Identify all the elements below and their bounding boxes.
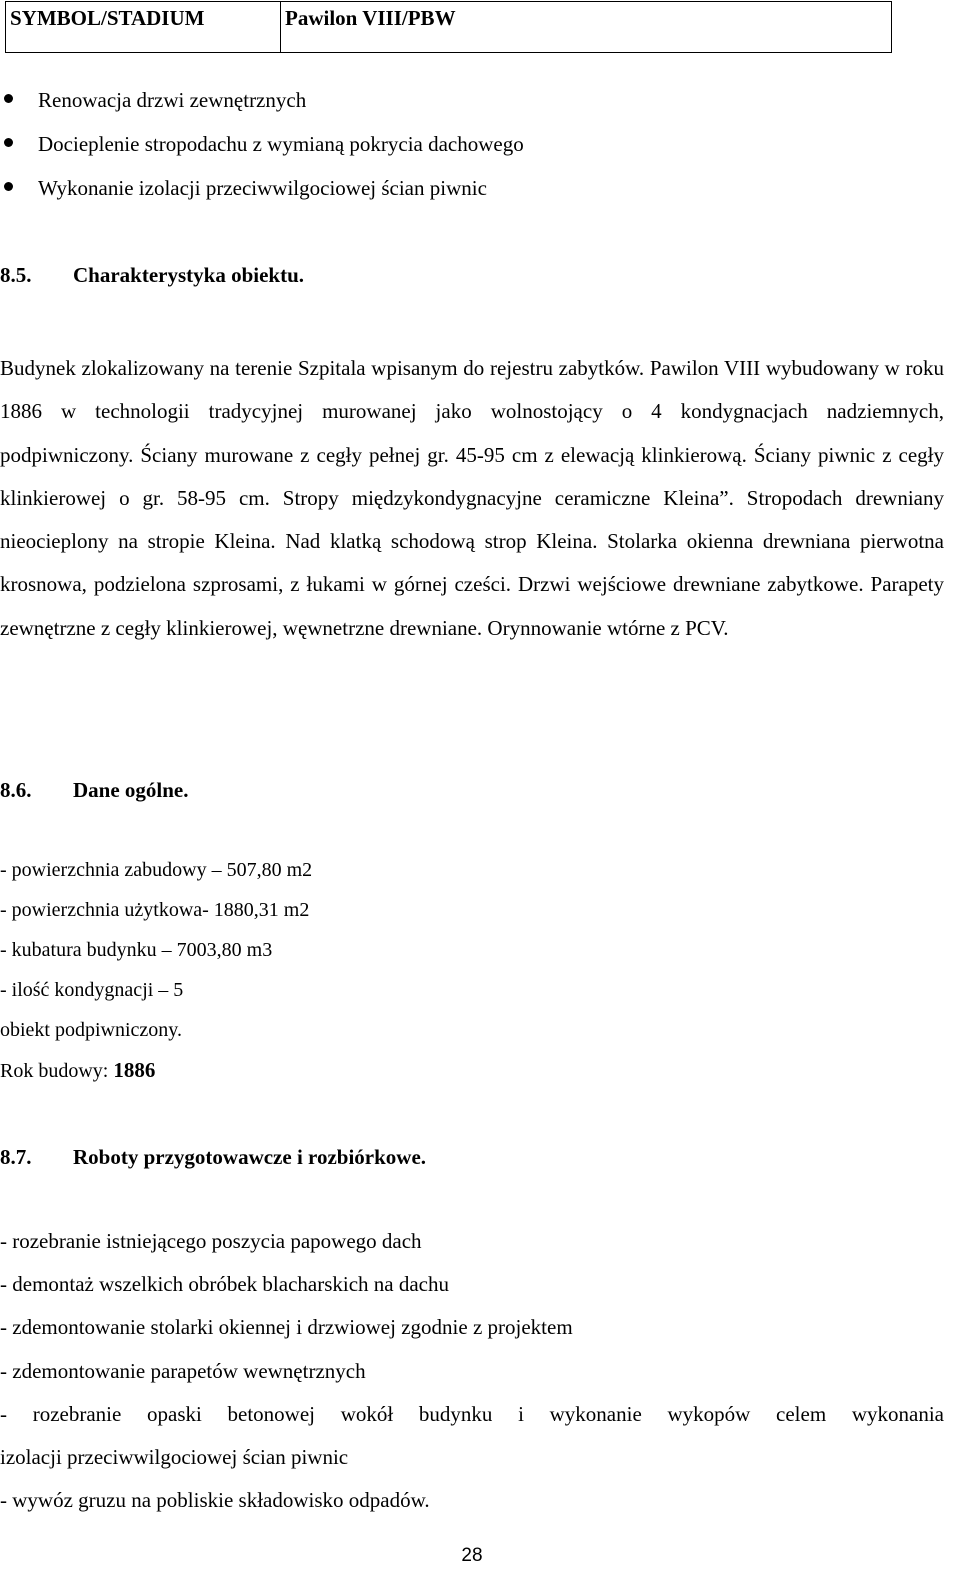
characteristics-paragraph: Budynek zlokalizowany na terenie Szpitala wpisanym do rejestru zabytków. Pawilon VIII wybudowany w roku 1886 w technologii tradycyjnej murowanej jako wolnostojący o 4 kondygnacjach nadziemnych, podpiwniczony. Ściany murowane z cegły pełnej gr. 45-95 cm z elewacją klinkierową. Ściany piwnic z cegły klinkierowej o gr. 58-95 cm. Stropy międzykondygnacyjne ceramiczne Kleina”. Stropodach drewniany nieocieplony na stropie Kleina. Nad klatką schodową strop Kleina. Stolarka okienna drewniana pierwotna krosnowa, podzielona szprosami, z łukami w górnej cześci. Drzwi wejściowe drewniane zabytkowe. Parapety zewnętrzne z cegły klinkierowej, węwnetrzne drewniane. Orynnowanie wtórne z PCV. [0, 356, 944, 640]
section-title: Roboty przygotowawcze i rozbiórkowe. [73, 1145, 427, 1169]
bullet-item: Renowacja drzwi zewnętrznych [0, 86, 524, 130]
list-item: izolacji przeciwwilgociowej ścian piwnic [0, 1444, 349, 1469]
section-title: Dane ogólne. [73, 778, 189, 802]
bullet-item: Docieplenie stropodachu z wymianą pokrycia dachowego [0, 130, 524, 174]
bullet-icon [4, 138, 13, 147]
page-number: 28 [461, 1545, 483, 1566]
header-table [5, 1, 892, 53]
section-number: 8.5. [0, 263, 32, 287]
list-item: - wywóz gruzu na pobliskie składowisko odpadów. [0, 1488, 430, 1513]
section-number: 8.6. [0, 778, 32, 802]
list-item: - zdemontowanie stolarki okiennej i drzwiowej zgodnie z projektem [0, 1315, 573, 1340]
bullet-icon [4, 182, 13, 191]
list-item: - rozebranie istniejącego poszycia papowego dach [0, 1229, 422, 1253]
general-data-list [0, 858, 312, 1083]
symbol-label: SYMBOL/STADIUM [6, 2, 281, 52]
section-heading-8-6 [0, 778, 189, 803]
list-item: - kubatura budynku – 7003,80 m3 [0, 939, 273, 961]
list-item: - ilość kondygnacji – 5 [0, 979, 184, 1001]
list-item: - rozebranie opaski betonowej wokół budynku i wykonanie wykopów celem wykonania [0, 1401, 944, 1426]
year-value: 1886 [113, 1058, 156, 1082]
list-item: obiekt podpiwniczony. [0, 1019, 183, 1041]
section-number: 8.7. [0, 1145, 32, 1169]
section-title: Charakterystyka obiektu. [73, 263, 305, 287]
work-bullet-list [0, 86, 524, 218]
bullet-item: Wykonanie izolacji przeciwwilgociowej ścian piwnic [0, 174, 524, 218]
section-heading-8-7 [0, 1145, 426, 1170]
symbol-value: Pawilon VIII/PBW [285, 6, 456, 30]
year-label: Rok budowy: [0, 1060, 114, 1082]
list-item: - demontaż wszelkich obróbek blacharskich na dachu [0, 1272, 449, 1297]
list-item: - powierzchnia zabudowy – 507,80 m2 [0, 859, 313, 881]
bullet-icon [4, 94, 13, 103]
preparatory-works-list [0, 1228, 944, 1530]
section-heading-8-5 [0, 263, 304, 288]
list-item: - zdemontowanie parapetów wewnętrznych [0, 1358, 366, 1383]
list-item: - powierzchnia użytkowa- 1880,31 m2 [0, 899, 310, 921]
list-item [0, 1058, 312, 1083]
